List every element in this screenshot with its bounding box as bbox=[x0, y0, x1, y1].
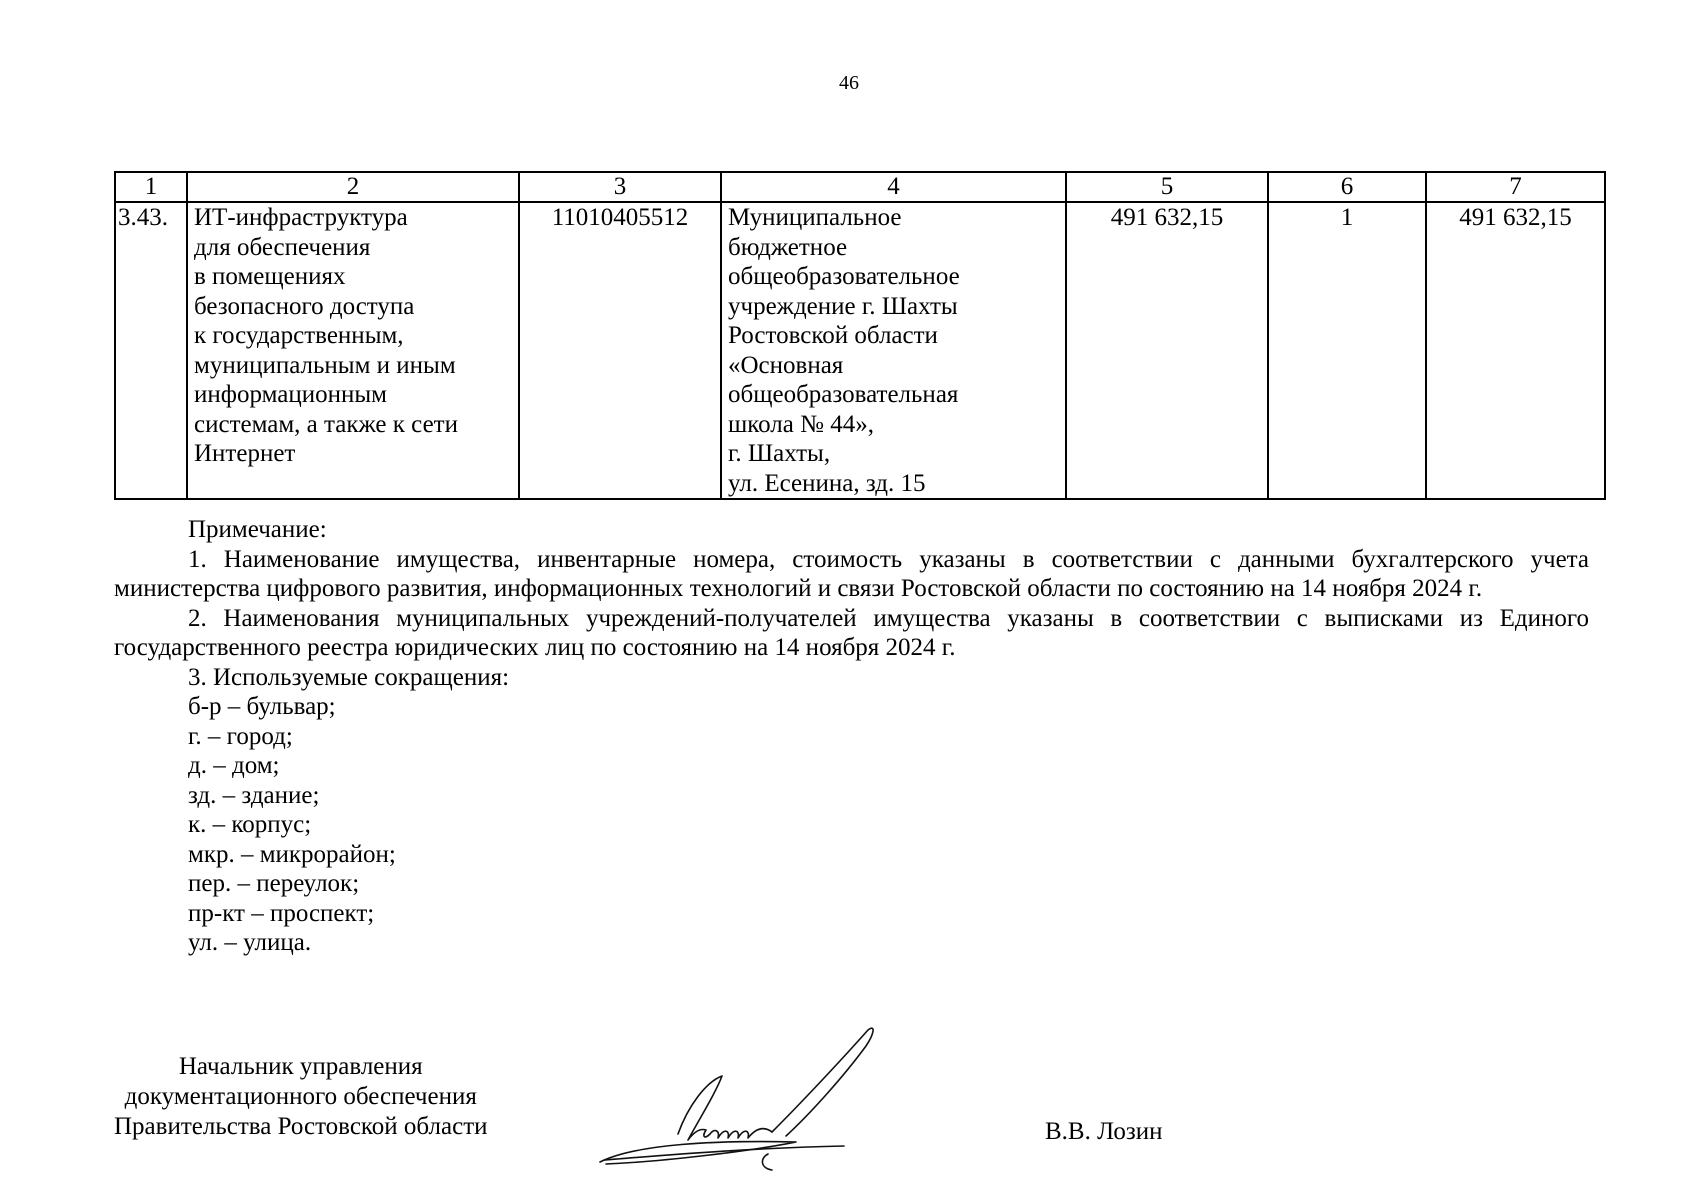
unit-price-cell: 491 632,15 bbox=[1066, 202, 1268, 499]
total-cell: 491 632,15 bbox=[1426, 202, 1605, 499]
abbreviation-item: к. – корпус; bbox=[188, 811, 312, 838]
abbreviation-item: б-р – бульвар; bbox=[188, 693, 336, 720]
signatory-name: В.В. Лозин bbox=[1045, 1118, 1163, 1145]
handwritten-signature bbox=[596, 1022, 936, 1192]
column-header: 5 bbox=[1066, 172, 1268, 202]
recipient-cell: Муниципальное бюджетное общеобразовательное учреждение г. Шахты Ростовской области «Основная общеобразовательная школа № 44», г. Шахты, ул. Есенина, зд. 15 bbox=[721, 202, 1066, 499]
abbreviation-item: г. – город; bbox=[188, 722, 293, 750]
signatory-title bbox=[114, 1052, 488, 1142]
page-number: 46 bbox=[839, 72, 859, 94]
abbreviation-item: ул. – улица. bbox=[188, 929, 312, 956]
column-header: 2 bbox=[187, 172, 519, 202]
signatory-title-line: документационного обеспечения bbox=[124, 1083, 477, 1110]
note-2: 2. Наименования муниципальных учреждений-получателей имущества указаны в соответствии с выписками из Единого государственного реестра юридических лиц по состоянию на 14 ноября 2024 г. bbox=[114, 604, 1589, 661]
column-header: 4 bbox=[721, 172, 1066, 202]
property-table bbox=[114, 171, 1606, 500]
abbreviation-item: пер. – переулок; bbox=[188, 870, 360, 897]
inventory-number-cell: 11010405512 bbox=[519, 202, 721, 499]
abbreviation-item: д. – дом; bbox=[188, 752, 280, 779]
row-number-cell: 3.43. bbox=[115, 202, 187, 499]
signatory-title-line: Правительства Ростовской области bbox=[114, 1113, 488, 1140]
note-1: 1. Наименование имущества, инвентарные номера, стоимость указаны в соответствии с данными бухгалтерского учета министерства цифрового развития, информационных технологий и связи Ростовской области по состоянию на 14 ноября 2024 г. bbox=[114, 545, 1589, 602]
table-header-row bbox=[115, 172, 1605, 202]
column-header: 6 bbox=[1268, 172, 1426, 202]
notes-heading: Примечание: bbox=[188, 516, 327, 543]
abbreviation-item: мкр. – микрорайон; bbox=[188, 840, 396, 868]
notes-section bbox=[114, 515, 1589, 958]
column-header: 7 bbox=[1426, 172, 1605, 202]
note-3: 3. Используемые сокращения: bbox=[188, 663, 510, 691]
table-row bbox=[115, 202, 1605, 499]
quantity-cell: 1 bbox=[1268, 202, 1426, 499]
column-header: 1 bbox=[115, 172, 187, 202]
property-name-cell: ИТ-инфраструктура для обеспечения в помещениях безопасного доступа к государственным, муниципальным и иным информационным системам, а также к сети Интернет bbox=[187, 202, 519, 499]
signatory-title-line: Начальник управления bbox=[178, 1053, 423, 1080]
abbreviation-item: зд. – здание; bbox=[188, 781, 320, 809]
column-header: 3 bbox=[519, 172, 721, 202]
abbreviation-item: пр-кт – проспект; bbox=[188, 899, 375, 927]
